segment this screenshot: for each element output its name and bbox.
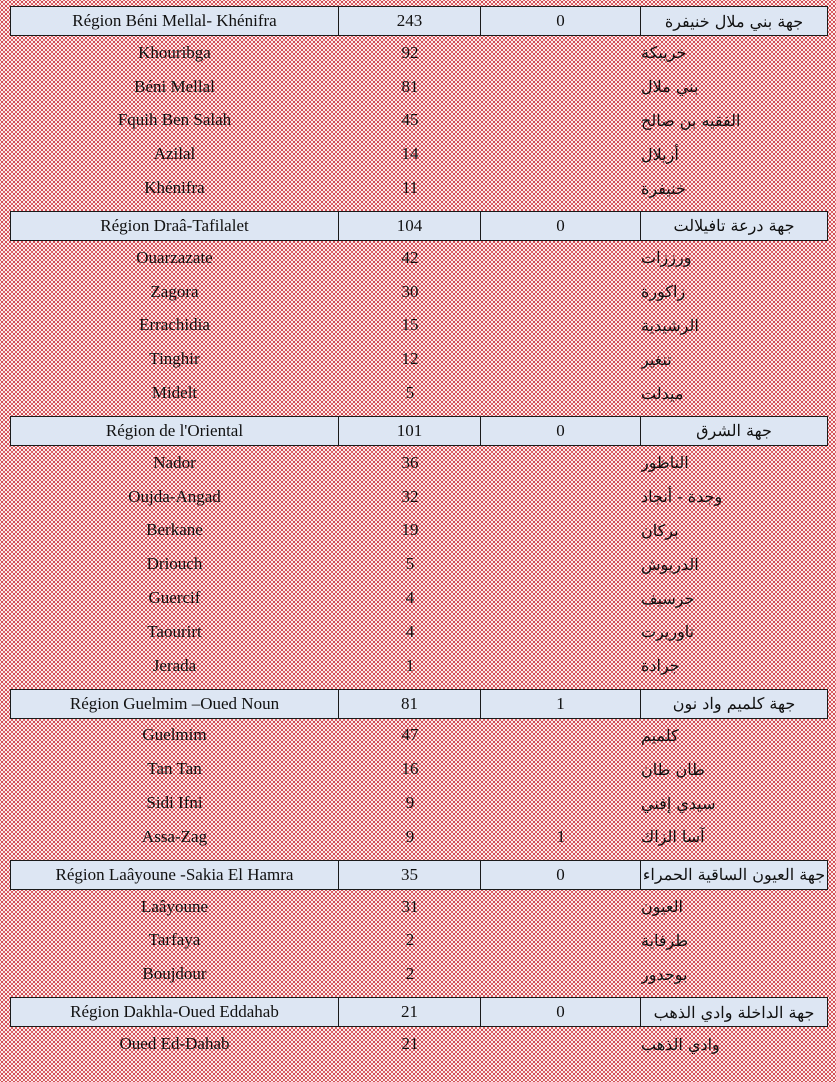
city-name-fr: Oued Ed-Dahab <box>119 1034 230 1054</box>
city-column-3 <box>481 924 641 958</box>
region-column-3: 0 <box>481 997 641 1027</box>
city-row <box>0 171 836 205</box>
city-column-3 <box>481 70 641 104</box>
city-count: 42 <box>401 247 419 267</box>
region-total: 104 <box>339 211 481 241</box>
city-column-3 <box>481 581 641 615</box>
city-column-3: 1 <box>556 826 566 846</box>
city-count: 1 <box>405 655 415 675</box>
region-row <box>0 412 836 446</box>
city-count: 19 <box>401 520 419 540</box>
city-column-3 <box>481 719 641 753</box>
city-row <box>0 820 836 854</box>
city-column-3 <box>481 615 641 649</box>
city-name-ar: ورززات <box>641 248 692 268</box>
city-row <box>0 615 836 649</box>
city-column-3 <box>481 275 641 309</box>
region-row <box>0 207 836 241</box>
city-count: 36 <box>401 452 419 472</box>
region-column-3: 0 <box>481 6 641 36</box>
city-count: 21 <box>401 1034 419 1054</box>
city-count: 5 <box>405 383 415 403</box>
city-column-3 <box>481 36 641 70</box>
city-name-ar: ميدلت <box>641 383 684 403</box>
city-name-ar: جرادة <box>641 656 680 676</box>
city-row <box>0 376 836 410</box>
city-name-fr: Azilal <box>153 144 196 164</box>
city-row <box>0 104 836 138</box>
city-row <box>0 581 836 615</box>
city-column-3 <box>481 137 641 171</box>
city-name-ar: بركان <box>641 520 679 540</box>
city-name-ar: آسا الزاك <box>641 827 705 847</box>
city-name-fr: Assa-Zag <box>141 826 208 846</box>
city-column-3 <box>481 446 641 480</box>
city-name-fr: Berkane <box>146 520 203 540</box>
city-count: 30 <box>401 281 419 301</box>
city-name-fr: Taourirt <box>147 621 202 641</box>
city-count: 47 <box>401 725 419 745</box>
city-column-3 <box>481 480 641 514</box>
city-name-fr: Fquih Ben Salah <box>117 110 232 130</box>
city-count: 92 <box>401 42 419 62</box>
city-name-ar: العيون <box>641 897 683 917</box>
city-name-fr: Driouch <box>146 554 203 574</box>
region-name-ar: جهة كلميم واد نون <box>641 689 828 719</box>
city-name-ar: وادي الذهب <box>641 1034 720 1054</box>
city-name-ar: جرسيف <box>641 588 695 608</box>
region-column-3: 1 <box>481 689 641 719</box>
city-row <box>0 719 836 753</box>
city-name-fr: Midelt <box>151 383 198 403</box>
city-count: 2 <box>405 964 415 984</box>
region-name-fr: Région Béni Mellal- Khénifra <box>10 6 339 36</box>
city-row <box>0 649 836 683</box>
city-count: 9 <box>405 826 415 846</box>
city-column-3 <box>481 514 641 548</box>
region-row <box>0 685 836 719</box>
city-column-3 <box>481 752 641 786</box>
city-row <box>0 514 836 548</box>
city-count: 5 <box>405 554 415 574</box>
city-count: 16 <box>401 759 419 779</box>
region-row <box>0 856 836 890</box>
city-count: 2 <box>405 930 415 950</box>
city-name-ar: وجدة - أنجاد <box>641 487 723 507</box>
city-name-ar: خريبكة <box>641 43 687 63</box>
city-row <box>0 137 836 171</box>
region-name-ar: جهة بني ملال خنيفرة <box>641 6 828 36</box>
region-name-fr: Région de l'Oriental <box>10 416 339 446</box>
city-name-ar: سيدي إفني <box>641 793 716 813</box>
city-row <box>0 890 836 924</box>
city-row <box>0 36 836 70</box>
city-name-ar: طان طان <box>641 759 705 779</box>
city-name-fr: Tinghir <box>149 349 200 369</box>
city-count: 81 <box>401 76 419 96</box>
city-count: 9 <box>405 793 415 813</box>
city-name-ar: تاوريرت <box>641 622 695 642</box>
city-count: 31 <box>401 896 419 916</box>
city-column-3 <box>481 309 641 343</box>
region-name-fr: Région Draâ-Tafilalet <box>10 211 339 241</box>
city-column-3 <box>481 547 641 581</box>
city-name-fr: Laâyoune <box>140 896 209 916</box>
city-row <box>0 480 836 514</box>
region-row <box>0 993 836 1027</box>
region-name-ar: جهة العيون الساقية الحمراء <box>641 860 828 890</box>
city-row <box>0 547 836 581</box>
region-name-ar: جهة الداخلة وادي الذهب <box>641 997 828 1027</box>
city-name-fr: Zagora <box>150 281 199 301</box>
city-row <box>0 446 836 480</box>
city-row <box>0 275 836 309</box>
city-row <box>0 309 836 343</box>
city-name-ar: الرشيدية <box>641 315 699 335</box>
city-column-3 <box>481 104 641 138</box>
region-total: 21 <box>339 997 481 1027</box>
city-column-3 <box>481 1027 641 1061</box>
city-count: 14 <box>401 144 419 164</box>
city-count: 12 <box>401 349 419 369</box>
city-name-ar: الناظور <box>641 453 689 473</box>
city-name-fr: Khouribga <box>138 42 211 62</box>
region-name-fr: Région Guelmim –Oued Noun <box>10 689 339 719</box>
city-row <box>0 752 836 786</box>
city-name-fr: Ouarzazate <box>136 247 213 267</box>
city-name-ar: زاكورة <box>641 282 686 302</box>
city-name-fr: Boujdour <box>142 964 207 984</box>
city-name-fr: Tan Tan <box>147 759 202 779</box>
region-total: 243 <box>339 6 481 36</box>
city-row <box>0 786 836 820</box>
city-column-3 <box>481 786 641 820</box>
region-name-fr: Région Laâyoune -Sakia El Hamra <box>10 860 339 890</box>
city-name-fr: Khénifra <box>144 178 205 198</box>
city-name-fr: Errachidia <box>139 315 210 335</box>
city-name-fr: Sidi Ifni <box>146 793 203 813</box>
city-column-3 <box>481 649 641 683</box>
city-column-3 <box>481 376 641 410</box>
city-row <box>0 241 836 275</box>
city-column-3 <box>481 342 641 376</box>
city-count: 32 <box>401 486 419 506</box>
city-row <box>0 342 836 376</box>
city-count: 15 <box>401 315 419 335</box>
city-name-fr: Oujda-Angad <box>128 486 221 506</box>
city-name-ar: الدريوش <box>641 554 699 574</box>
region-column-3: 0 <box>481 416 641 446</box>
city-name-fr: Guelmim <box>142 725 207 745</box>
city-name-ar: كلميم <box>641 725 679 745</box>
region-name-ar: جهة الشرق <box>641 416 828 446</box>
city-name-ar: بوجدور <box>641 964 688 984</box>
city-name-ar: أزيلال <box>641 144 679 164</box>
region-column-3: 0 <box>481 211 641 241</box>
city-row <box>0 70 836 104</box>
city-row <box>0 957 836 991</box>
region-total: 101 <box>339 416 481 446</box>
city-name-fr: Nador <box>153 452 196 472</box>
city-name-ar: خنيفرة <box>641 178 686 198</box>
city-column-3 <box>481 890 641 924</box>
city-column-3 <box>481 241 641 275</box>
region-column-3: 0 <box>481 860 641 890</box>
region-total: 35 <box>339 860 481 890</box>
city-name-ar: تنغير <box>641 349 672 369</box>
city-count: 4 <box>405 621 415 641</box>
city-name-fr: Guercif <box>148 588 201 608</box>
region-name-ar: جهة درعة تافيلالت <box>641 211 828 241</box>
city-name-fr: Béni Mellal <box>134 76 215 96</box>
city-count: 45 <box>401 110 419 130</box>
region-row <box>0 2 836 36</box>
city-row <box>0 1027 836 1061</box>
city-name-fr: Tarfaya <box>148 930 201 950</box>
city-name-ar: بني ملال <box>641 77 699 97</box>
region-total: 81 <box>339 689 481 719</box>
city-name-ar: الفقيه بن صالح <box>641 110 741 130</box>
city-name-fr: Jerada <box>152 655 197 675</box>
city-column-3 <box>481 171 641 205</box>
city-name-ar: طرفاية <box>641 930 689 950</box>
city-count: 4 <box>405 588 415 608</box>
region-name-fr: Région Dakhla-Oued Eddahab <box>10 997 339 1027</box>
city-count: 11 <box>401 178 419 198</box>
city-row <box>0 924 836 958</box>
city-column-3 <box>481 957 641 991</box>
